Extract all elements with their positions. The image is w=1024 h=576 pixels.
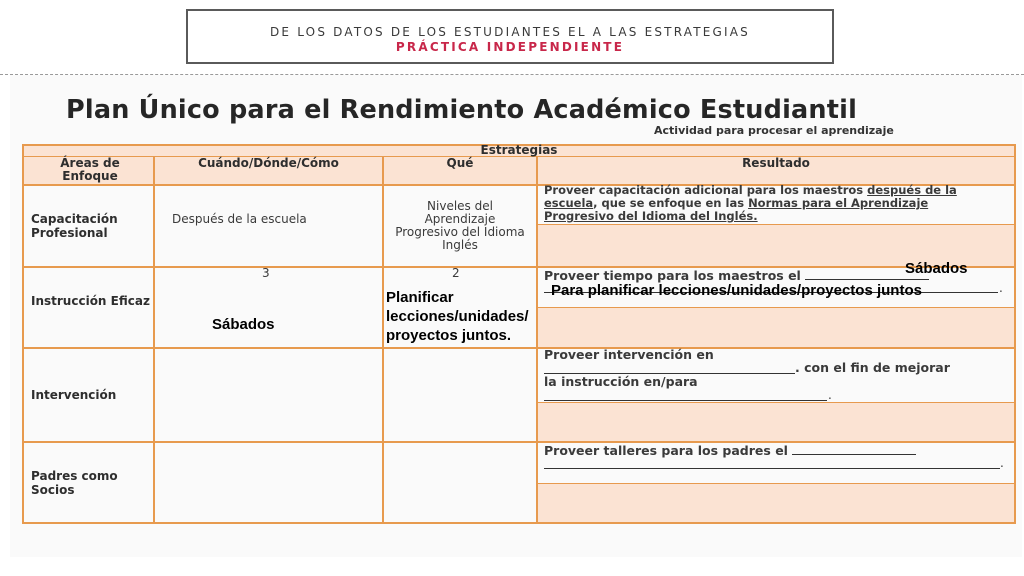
blank-line: [544, 362, 795, 374]
area-label: Padres como Socios: [31, 469, 118, 497]
blank-line: [792, 443, 916, 455]
cuando-cell: Después de la escuela: [172, 212, 307, 226]
cuando-number: 3: [262, 266, 270, 280]
resultado-line-1: Proveer intervención en: [544, 347, 714, 362]
resultado-line-2: la instrucción en/para: [544, 374, 698, 389]
resultado-text-part: Proveer tiempo para los maestros el: [544, 268, 801, 283]
col-header-areas: Áreas de Enfoque: [60, 156, 120, 183]
blank-line: [544, 389, 827, 401]
table-border: [22, 144, 24, 524]
annotation-sabados-cuando: Sábados: [212, 316, 275, 333]
col-header-que: Qué: [446, 156, 474, 170]
resultado-text-part: , que se enfoque en las: [593, 196, 749, 210]
blank-line: [544, 457, 1000, 469]
table-border: [537, 224, 1015, 225]
table-border: [153, 157, 155, 524]
resultado-fill-4: [537, 483, 1015, 523]
resultado-text-part: Proveer capacitación adicional para los maestros: [544, 183, 868, 197]
slide-header: [186, 9, 834, 64]
table-border: [537, 402, 1015, 403]
table-border: [1014, 144, 1016, 524]
resultado-text-part: Normas para el Aprendizaje Progresivo del Idioma del Inglés.: [544, 196, 929, 223]
document-subtitle: Actividad para procesar el aprendizaje: [654, 124, 894, 137]
table-border: [382, 157, 384, 524]
resultado-text: [544, 184, 1000, 223]
header-title: DE LOS DATOS DE LOS ESTUDIANTES EL A LAS ESTRATEGIAS: [269, 25, 751, 39]
table-border: [537, 307, 1015, 308]
document-title: Plan Único para el Rendimiento Académico Estudiantil: [66, 95, 858, 125]
blank-line-end: .: [828, 388, 832, 402]
que-cell: Niveles del Aprendizaje Progresivo del Idioma Inglés: [395, 199, 525, 252]
annotation-planificar-que: Planificar lecciones/unidades/ proyectos juntos.: [386, 289, 529, 344]
resultado-fill-2: [537, 307, 1015, 348]
section-header: Estrategias: [480, 143, 558, 157]
resultado-text: [544, 443, 1004, 457]
blank-line-end: .: [1000, 456, 1004, 470]
que-number: 2: [452, 266, 460, 280]
table-border: [23, 522, 1015, 524]
col-header-cuando: Cuándo/Dónde/Cómo: [198, 156, 339, 170]
resultado-line-1b: . con el fin de mejorar: [795, 360, 950, 375]
area-label: Instrucción Eficaz: [31, 294, 150, 308]
area-label: Capacitación Profesional: [31, 212, 118, 240]
header-subtitle: PRÁCTICA INDEPENDIENTE: [395, 40, 625, 54]
annotation-planificar-resultado: Para planificar lecciones/unidades/proyectos juntos: [551, 282, 922, 299]
table-border: [537, 483, 1015, 484]
resultado-text-part: después de la escuela: [544, 183, 957, 210]
col-header-resultado: Resultado: [742, 156, 810, 170]
annotation-sabados-resultado: Sábados: [905, 260, 968, 277]
resultado-fill-3: [537, 402, 1015, 442]
table-border: [23, 347, 1015, 349]
resultado-text-part: Proveer talleres para los padres el: [544, 443, 788, 458]
area-label: Intervención: [31, 388, 117, 402]
blank-line-end: .: [999, 281, 1003, 295]
